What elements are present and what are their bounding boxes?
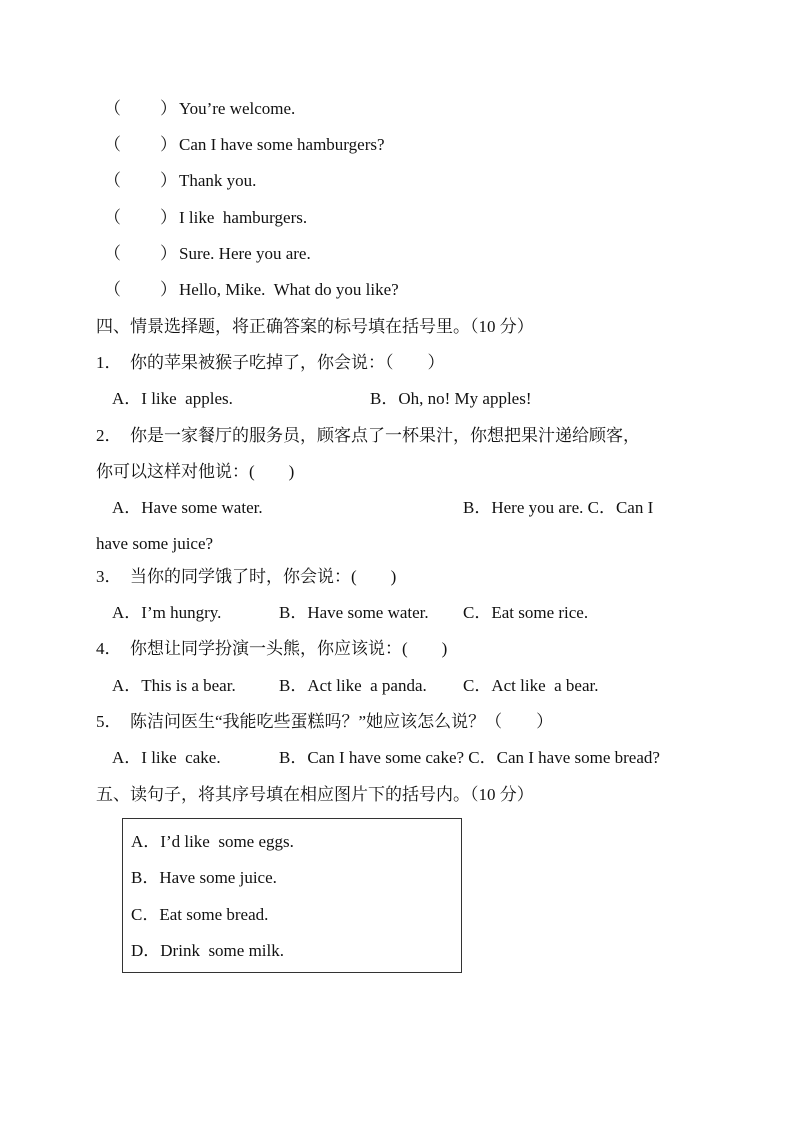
dialogue-text: Thank you. (179, 171, 257, 190)
box-item: A．I’d like some eggs. (131, 832, 294, 851)
dialogue-text: Can I have some hamburgers? (179, 135, 385, 154)
option-a: A．Have some water. (112, 498, 263, 517)
dialogue-text: Hello, Mike. What do you like? (179, 280, 399, 299)
option-b: B．Act like a panda. (279, 676, 427, 695)
paren-open: （ (104, 244, 121, 263)
paren-close: ） (160, 280, 177, 299)
paren-open: （ (104, 99, 121, 118)
option-cont: have some juice? (96, 534, 214, 553)
option-a: A．I’m hungry. (112, 603, 222, 622)
question-stem: 5． 陈洁问医生“我能吃些蛋糕吗？”她应该怎么说？（ ） (96, 712, 554, 731)
paren-close: ） (160, 171, 177, 190)
dialogue-text: Sure. Here you are. (179, 244, 311, 263)
section-heading: 四、情景选择题，将正确答案的标号填在括号里。（10 分） (96, 317, 534, 336)
question-stem: 1． 你的苹果被猴子吃掉了，你会说：（ ） (96, 353, 445, 372)
paren-close: ） (160, 135, 177, 154)
section-heading: 五、读句子，将其序号填在相应图片下的括号内。（10 分） (96, 785, 534, 804)
dialogue-text: You’re welcome. (179, 99, 296, 118)
dialogue-text: I like hamburgers. (179, 208, 308, 227)
box-item: D．Drink some milk. (131, 941, 284, 960)
option-b: B．Oh, no! My apples! (370, 389, 532, 408)
box-item: B．Have some juice. (131, 868, 277, 887)
option-a: A．This is a bear. (112, 676, 236, 695)
option-a: A．I like apples. (112, 389, 233, 408)
option-a: A．I like cake. (112, 748, 221, 767)
sentence-box (122, 818, 462, 973)
option-b: B．Here you are. C．Can I (463, 498, 654, 517)
option-c: C．Act like a bear. (463, 676, 599, 695)
box-item: C．Eat some bread. (131, 905, 269, 924)
option-c: C．Eat some rice. (463, 603, 589, 622)
question-stem: 2． 你是一家餐厅的服务员，顾客点了一杯果汁，你想把果汁递给顾客， (96, 426, 640, 445)
paren-open: （ (104, 135, 121, 154)
question-stem: 4． 你想让同学扮演一头熊，你应该说：( ) (96, 639, 448, 658)
question-stem-cont: 你可以这样对他说：( ) (96, 462, 295, 481)
option-b: B．Can I have some cake? C．Can I have some bread? (279, 748, 660, 767)
paren-close: ） (160, 99, 177, 118)
question-stem: 3． 当你的同学饿了时，你会说：( ) (96, 567, 397, 586)
paren-open: （ (104, 171, 121, 190)
paren-open: （ (104, 280, 121, 299)
paren-close: ） (160, 208, 177, 227)
option-b: B．Have some water. (279, 603, 429, 622)
paren-open: （ (104, 208, 121, 227)
paren-close: ） (160, 244, 177, 263)
